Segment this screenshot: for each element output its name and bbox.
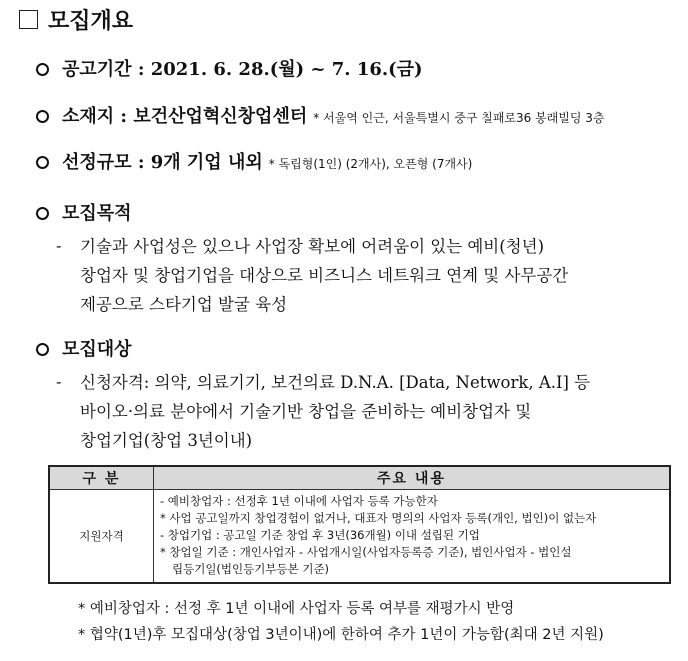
item-target-label: 모집대상	[62, 339, 132, 360]
circle-bullet-icon	[36, 207, 49, 220]
target-paragraph	[80, 368, 590, 455]
item-scale-label: 선정규모 : 9개 기업 내외	[62, 152, 263, 173]
table-content-line: * 창업일 기준 : 개인사업자 - 사업개시일(사업자등록증 기준), 법인사업자 - 법인설	[160, 545, 572, 559]
item-period	[62, 55, 423, 81]
table-content-line: - 예비창업자 : 선정후 1년 이내에 사업자 등록 가능한자	[160, 494, 438, 508]
target-line: 바이오·의료 분야에서 기술기반 창업을 준비하는 예비창업자 및	[80, 402, 532, 421]
table-row	[49, 490, 670, 584]
item-location	[62, 102, 605, 128]
purpose-paragraph	[80, 232, 568, 319]
eligibility-table	[48, 465, 671, 584]
item-location-note: * 서울역 인근, 서울특별시 중구 칠패로36 봉래빌딩 3층	[313, 111, 605, 125]
item-target	[62, 335, 132, 361]
table-header-category: 구 분	[49, 466, 154, 490]
title-checkbox-icon	[19, 10, 38, 29]
circle-bullet-icon	[36, 110, 49, 123]
circle-bullet-icon	[36, 63, 49, 76]
circle-bullet-icon	[36, 156, 49, 169]
item-period-label: 공고기간 : 2021. 6. 28.(월) ~ 7. 16.(금)	[62, 59, 423, 80]
table-content-line: 립등기일(법인등기부등본 기준)	[172, 562, 330, 576]
item-scale	[62, 148, 472, 174]
section-title: 모집개요	[48, 9, 134, 34]
table-cell-category: 지원자격	[49, 490, 154, 584]
table-cell-content	[154, 490, 671, 584]
item-purpose	[62, 199, 132, 225]
table-content-line: - 창업기업 : 공고일 기준 창업 후 3년(36개월) 이내 설립된 기업	[160, 528, 480, 542]
footnote: * 예비창업자 : 선정 후 1년 이내에 사업자 등록 여부를 재평가시 반영	[78, 601, 515, 617]
target-line: 신청자격: 의약, 의료기기, 보건의료 D.N.A. [Data, Network, A.I] 등	[80, 373, 591, 392]
purpose-line: 창업자 및 창업기업을 대상으로 비즈니스 네트워크 연계 및 사무공간	[80, 266, 569, 285]
purpose-line: 제공으로 스타기업 발굴 육성	[80, 295, 288, 314]
circle-bullet-icon	[36, 343, 49, 356]
footnote: * 협약(1년)후 모집대상(창업 3년이내)에 한하여 추가 1년이 가능함(최대 2년 지원)	[78, 627, 604, 643]
purpose-dash: -	[56, 236, 62, 255]
target-dash: -	[56, 372, 62, 391]
target-line: 창업기업(창업 3년이내)	[80, 431, 253, 450]
table-header-row	[49, 466, 670, 490]
table-content-line: * 사업 공고일까지 창업경험이 없거나, 대표자 명의의 사업자 등록(개인, 법인)이 없는자	[160, 511, 597, 525]
item-scale-note: * 독립형(1인) (2개사), 오픈형 (7개사)	[268, 157, 473, 171]
item-purpose-label: 모집목적	[62, 203, 132, 224]
table-header-content: 주요 내용	[154, 466, 671, 490]
purpose-line: 기술과 사업성은 있으나 사업장 확보에 어려움이 있는 예비(청년)	[80, 237, 545, 256]
item-location-label: 소재지 : 보건산업혁신창업센터	[62, 106, 308, 127]
